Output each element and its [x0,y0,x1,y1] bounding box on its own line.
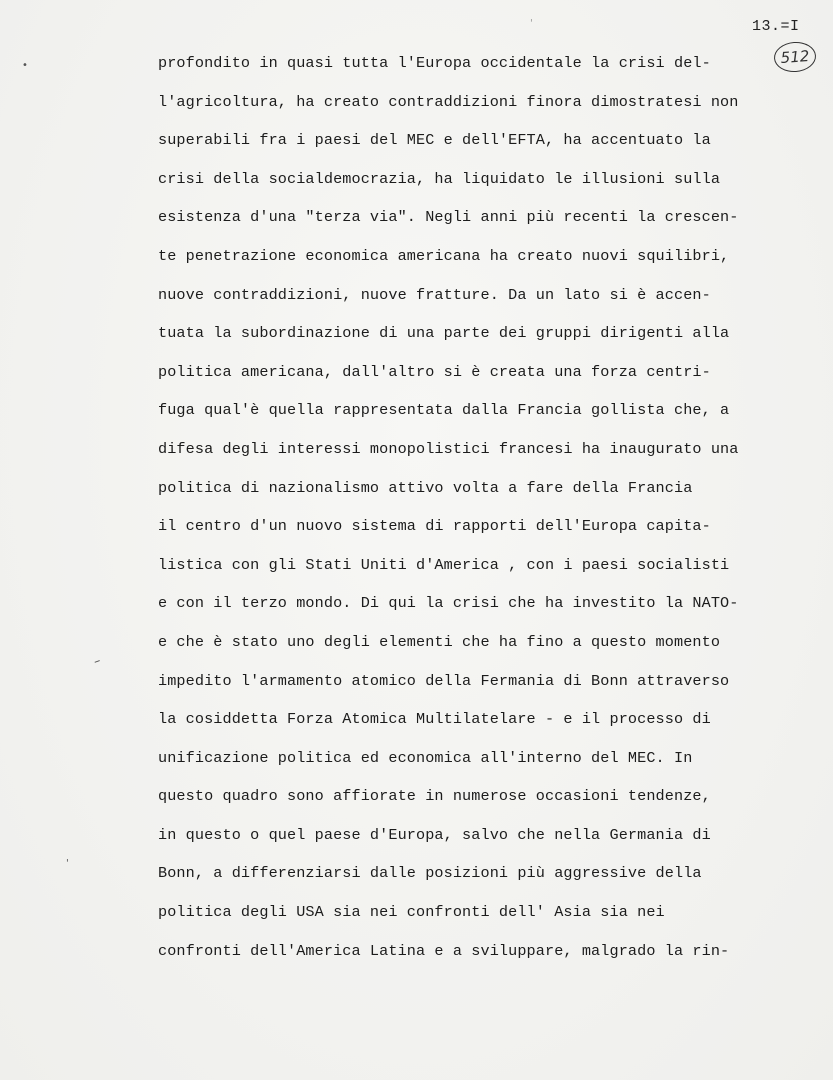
text-line: impedito l'armamento atomico della Fermania di Bonn attraverso [158,671,730,690]
text-line: politica degli USA sia nei confronti dell' Asia sia nei [158,903,665,922]
text-line: superabili fra i paesi del MEC e dell'EFTA, ha accentuato la [158,131,711,150]
archive-stamp-number: 512 [780,47,810,67]
text-line: crisi della socialdemocrazia, ha liquidato le illusioni sulla [158,169,721,188]
text-line: confronti dell'America Latina e a sviluppare, malgrado la rin- [158,941,730,960]
text-line: questo quadro sono affiorate in numerose occasioni tendenze, [158,787,711,806]
text-line: difesa degli interessi monopolistici francesi ha inaugurato una [158,439,739,458]
text-line: tuata la subordinazione di una parte dei gruppi dirigenti alla [158,324,730,343]
text-line: l'agricoltura, ha creato contraddizioni finora dimostratesi non [158,92,739,111]
text-line: il centro d'un nuovo sistema di rapporti dell'Europa capita- [158,517,711,536]
text-line: profondito in quasi tutta l'Europa occidentale la crisi del- [158,54,711,72]
text-line: la cosiddetta Forza Atomica Multilatelare - e il processo di [158,710,711,729]
page-number: 13.=I [752,18,800,35]
text-line: in questo o quel paese d'Europa, salvo che nella Germania di [158,825,711,844]
text-line: Bonn, a differenziarsi dalle posizioni più aggressive della [158,864,702,883]
top-tick-mark: ' [530,18,533,29]
margin-tick-mark: ' [66,858,69,869]
text-line: e che è stato uno degli elementi che ha fino a questo momento [158,632,721,651]
margin-dash-mark: – [91,653,103,670]
text-line: nuove contraddizioni, nuove fratture. Da un lato si è accen- [158,285,711,304]
margin-dot-mark: • [22,60,28,71]
text-line: listica con gli Stati Uniti d'America , con i paesi socialisti [158,555,730,574]
text-line: politica americana, dall'altro si è creata una forza centri- [158,362,711,381]
text-line: te penetrazione economica americana ha creato nuovi squilibri, [158,246,730,265]
text-line: e con il terzo mondo. Di qui la crisi che ha investito la NATO- [158,594,739,613]
text-line: fuga qual'è quella rappresentata dalla Francia gollista che, a [158,401,730,420]
text-line: unificazione politica ed economica all'interno del MEC. In [158,748,693,767]
text-line: politica di nazionalismo attivo volta a fare della Francia [158,478,693,497]
text-line: esistenza d'una "terza via". Negli anni più recenti la crescen- [158,208,739,227]
typed-body-text [158,44,798,970]
